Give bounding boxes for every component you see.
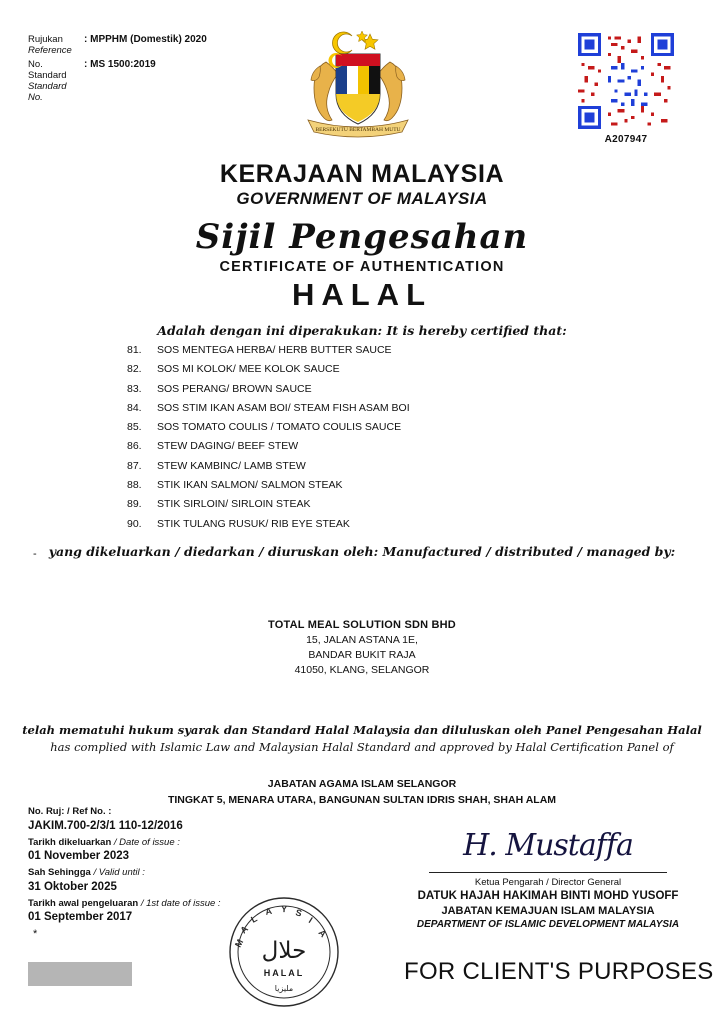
list-item <box>127 457 647 476</box>
signatory-org-en: DEPARTMENT OF ISLAMIC DEVELOPMENT MALAYSIA <box>416 919 680 930</box>
compliance-statement <box>0 722 724 756</box>
dash-marker: - <box>33 548 37 560</box>
product-name: SOS STIM IKAN ASAM BOI/ STEAM FISH ASAM BOI <box>157 401 410 414</box>
standard-label-en-no: No. <box>28 92 43 103</box>
svg-text:مليزيا: مليزيا <box>274 984 294 993</box>
signature-rule <box>429 872 667 873</box>
company-name: TOTAL MEAL SOLUTION SDN BHD <box>268 619 456 631</box>
first-issue-value: 01 September 2017 <box>28 911 133 923</box>
first-issue-label-en: / 1st date of issue : <box>140 897 221 909</box>
first-issue-label-ms: Tarikh awal pengeluaran <box>28 897 139 909</box>
certificate-serial: A207947 <box>604 134 648 145</box>
list-item <box>127 380 647 399</box>
list-item <box>127 418 647 437</box>
malaysia-coat-of-arms-icon <box>292 28 424 140</box>
svg-text:S: S <box>294 907 303 919</box>
svg-text:L: L <box>249 913 259 925</box>
svg-text:حلال: حلال <box>261 938 307 964</box>
redaction-bar <box>28 962 132 986</box>
manufactured-by-line: yang dikeluarkan / diedarkan / diuruskan oleh: Manufactured / distributed / managed by: <box>48 544 676 559</box>
signature-block <box>398 820 698 932</box>
date-of-issue-label <box>28 837 288 850</box>
standard-label-no: No. <box>28 59 43 70</box>
product-list <box>127 341 647 534</box>
svg-text:A: A <box>264 905 273 917</box>
company-address-line-2: BANDAR BUKIT RAJA <box>308 649 416 661</box>
product-number: 86. <box>127 440 142 453</box>
reference-row <box>28 34 298 56</box>
list-item <box>127 437 647 456</box>
hereby-certified-line: Adalah dengan ini diperakukan: It is hereby certified that: <box>157 323 567 338</box>
compliance-line-en: has complied with Islamic Law and Malaysian Halal Standard and approved by Halal Certification Panel of <box>50 740 674 754</box>
reference-value: : MPPHM (Domestik) 2020 <box>84 34 207 45</box>
standard-label-en-standard: Standard <box>28 81 67 92</box>
product-name: STEW KAMBINC/ LAMB STEW <box>157 459 306 472</box>
product-number: 88. <box>127 479 142 492</box>
product-number: 85. <box>127 421 142 434</box>
title-halal: HALAL <box>291 277 433 312</box>
compliance-line-ms: telah mematuhi hukum syarak dan Standard Halal Malaysia dan diluluskan oleh Panel Pengesahan Halal <box>22 723 702 737</box>
product-number: 82. <box>127 363 142 376</box>
signatory-org-ms: JABATAN KEMAJUAN ISLAM MALAYSIA <box>441 905 655 917</box>
product-name: STEW DAGING/ BEEF STEW <box>157 440 299 453</box>
authority-address: TINGKAT 5, MENARA UTARA, BANGUNAN SULTAN IDRIS SHAH, SHAH ALAM <box>167 794 557 806</box>
product-number: 87. <box>127 459 142 472</box>
valid-until-label-en: / Valid until : <box>93 867 145 878</box>
product-name: SOS MI KOLOK/ MEE KOLOK SAUCE <box>157 363 340 376</box>
date-of-issue-value: 01 November 2023 <box>28 850 130 862</box>
list-item <box>127 360 647 379</box>
product-number: 81. <box>127 344 142 356</box>
svg-text:Y: Y <box>280 904 288 915</box>
title-certificate-of-authentication: CERTIFICATE OF AUTHENTICATION <box>219 259 505 275</box>
certifying-authority <box>0 776 724 808</box>
product-name: SOS MENTEGA HERBA/ HERB BUTTER SAUCE <box>157 344 392 356</box>
svg-text:A: A <box>316 927 329 940</box>
title-sijil-pengesahan: Sijil Pengesahan <box>195 217 529 257</box>
svg-text:BERSEKUTU BERTAMBAH MUTU: BERSEKUTU BERTAMBAH MUTU <box>315 127 401 133</box>
product-name: STIK SIRLOIN/ SIRLOIN STEAK <box>157 498 311 511</box>
product-name: SOS TOMATO COULIS / TOMATO COULIS SAUCE <box>157 421 402 434</box>
reference-label-en: Reference <box>28 45 72 56</box>
company-address-line-1: 15, JALAN ASTANA 1E, <box>306 634 418 646</box>
certificate-titles <box>0 160 724 338</box>
ref-no-label: No. Ruj: / Ref No. : <box>28 806 112 817</box>
signatory-name: DATUK HAJAH HAKIMAH BINTI MOHD YUSOFF <box>417 890 679 902</box>
standard-value: : MS 1500:2019 <box>84 59 156 70</box>
header-reference-block <box>28 34 298 106</box>
qr-code-icon[interactable] <box>577 32 675 130</box>
product-number: 89. <box>127 498 142 511</box>
reference-label <box>28 34 84 56</box>
signature-mark: H. Mustaffa <box>463 828 633 863</box>
product-name: STIK IKAN SALMON/ SALMON STEAK <box>157 479 343 492</box>
product-name: STIK TULANG RUSUK/ RIB EYE STEAK <box>157 517 350 530</box>
standard-row <box>28 59 298 103</box>
reference-label-ms: Rujukan <box>28 34 63 45</box>
asterisk-marker: * <box>33 928 38 940</box>
svg-text:HALAL: HALAL <box>263 968 305 978</box>
signature-title: Ketua Pengarah / Director General <box>474 877 622 888</box>
valid-until-label-ms: Sah Sehingga <box>28 867 91 878</box>
svg-text:M: M <box>232 937 246 949</box>
date-of-issue-label-en: / Date of issue : <box>113 836 180 848</box>
list-item <box>127 515 647 534</box>
product-name: SOS PERANG/ BROWN SAUCE <box>157 382 312 395</box>
company-block <box>0 618 724 678</box>
authority-name: JABATAN AGAMA ISLAM SELANGOR <box>267 778 457 790</box>
product-number: 84. <box>127 401 142 414</box>
for-clients-purposes-watermark: FOR CLIENT'S PURPOSES <box>404 958 714 985</box>
list-item <box>127 476 647 495</box>
standard-label-standard: Standard <box>28 70 67 81</box>
title-government-of-malaysia: GOVERNMENT OF MALAYSIA <box>236 189 488 208</box>
list-item <box>127 495 647 514</box>
valid-until-value: 31 Oktober 2025 <box>28 880 117 893</box>
date-of-issue-label-ms: Tarikh dikeluarkan <box>28 836 112 848</box>
product-number: 90. <box>127 517 142 530</box>
qr-block <box>574 32 678 145</box>
company-address-line-3: 41050, KLANG, SELANGOR <box>294 664 430 676</box>
standard-label <box>28 59 84 103</box>
valid-until-label <box>28 867 288 880</box>
list-item <box>127 341 647 360</box>
title-kerajaan-malaysia: KERAJAAN MALAYSIA <box>219 160 505 188</box>
svg-text:A: A <box>238 923 251 936</box>
svg-text:I: I <box>306 915 315 926</box>
product-number: 83. <box>127 382 142 395</box>
list-item <box>127 399 647 418</box>
halal-seal-icon <box>228 896 340 1008</box>
ref-no-value: JAKIM.700-2/3/1 110-12/2016 <box>28 819 183 832</box>
